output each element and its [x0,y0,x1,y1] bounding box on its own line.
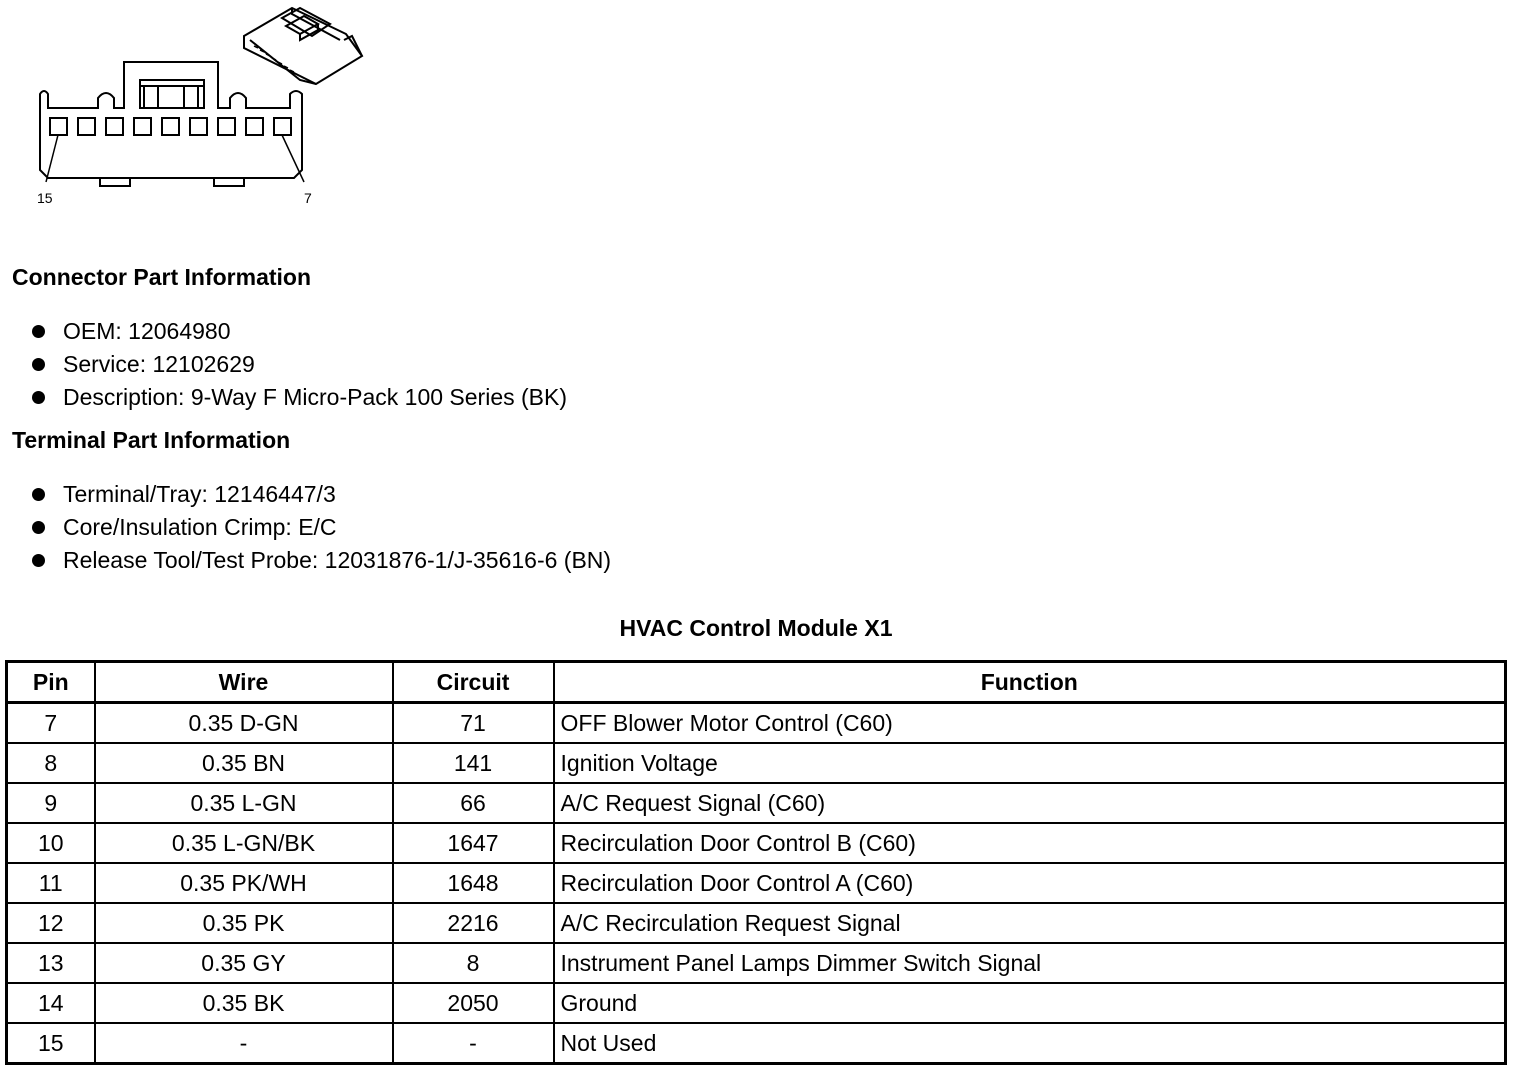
pin-label-15: 15 [37,190,53,206]
cell-circuit: 2050 [393,983,554,1023]
cell-circuit: 8 [393,943,554,983]
bullet-icon [32,391,45,404]
cell-wire: 0.35 BK [95,983,393,1023]
pinout-table [5,660,1507,1065]
cell-wire: 0.35 BN [95,743,393,783]
cell-pin: 12 [7,903,95,943]
cell-circuit: 2216 [393,903,554,943]
list-item [30,544,611,577]
cell-function: A/C Recirculation Request Signal [554,903,1506,943]
bullet-icon [32,554,45,567]
table-header-row [7,662,1506,703]
table-row [7,863,1506,903]
cell-wire: 0.35 D-GN [95,703,393,744]
list-item [30,381,567,414]
list-item [30,511,611,544]
cell-circuit: 71 [393,703,554,744]
table-row [7,1023,1506,1064]
cell-function: Recirculation Door Control B (C60) [554,823,1506,863]
cell-wire: 0.35 L-GN [95,783,393,823]
terminal-crimp: Core/Insulation Crimp: E/C [63,514,337,540]
connector-info-list [30,315,567,414]
table-row [7,983,1506,1023]
connector-info-heading: Connector Part Information [12,264,312,290]
connector-service: Service: 12102629 [63,351,255,377]
cell-function: A/C Request Signal (C60) [554,783,1506,823]
cell-function: Not Used [554,1023,1506,1064]
connector-diagram [0,0,380,230]
terminal-info-list [30,478,611,577]
cell-pin: 11 [7,863,95,903]
cell-pin: 9 [7,783,95,823]
cell-function: Ground [554,983,1506,1023]
cell-wire: 0.35 PK/WH [95,863,393,903]
cell-pin: 14 [7,983,95,1023]
cell-wire: 0.35 GY [95,943,393,983]
bullet-icon [32,325,45,338]
cell-circuit: 141 [393,743,554,783]
list-item [30,348,567,381]
terminal-info-heading: Terminal Part Information [12,427,291,453]
terminal-release-tool: Release Tool/Test Probe: 12031876-1/J-35616-6 (BN) [63,547,612,573]
list-item [30,315,567,348]
cell-function: Recirculation Door Control A (C60) [554,863,1506,903]
table-row [7,823,1506,863]
cell-wire: - [95,1023,393,1064]
terminal-tray: Terminal/Tray: 12146447/3 [63,481,336,507]
table-row [7,783,1506,823]
table-row [7,703,1506,744]
connector-iso-view [244,8,362,84]
header-function: Function [554,662,1506,703]
header-circuit: Circuit [393,662,554,703]
table-row [7,903,1506,943]
cell-circuit: 1648 [393,863,554,903]
connector-oem: OEM: 12064980 [63,318,231,344]
cell-circuit: - [393,1023,554,1064]
table-row [7,743,1506,783]
bullet-icon [32,488,45,501]
cell-pin: 7 [7,703,95,744]
connector-description: Description: 9-Way F Micro-Pack 100 Series (BK) [63,384,568,410]
pin-label-7: 7 [304,190,312,206]
cell-wire: 0.35 PK [95,903,393,943]
cell-function: Instrument Panel Lamps Dimmer Switch Signal [554,943,1506,983]
cell-pin: 8 [7,743,95,783]
header-pin: Pin [7,662,95,703]
bullet-icon [32,521,45,534]
cell-circuit: 66 [393,783,554,823]
cell-circuit: 1647 [393,823,554,863]
cell-function: Ignition Voltage [554,743,1506,783]
table-row [7,943,1506,983]
cell-function: OFF Blower Motor Control (C60) [554,703,1506,744]
header-wire: Wire [95,662,393,703]
list-item [30,478,611,511]
cell-pin: 13 [7,943,95,983]
cell-pin: 15 [7,1023,95,1064]
cell-wire: 0.35 L-GN/BK [95,823,393,863]
bullet-icon [32,358,45,371]
table-title: HVAC Control Module X1 [619,615,893,641]
cell-pin: 10 [7,823,95,863]
